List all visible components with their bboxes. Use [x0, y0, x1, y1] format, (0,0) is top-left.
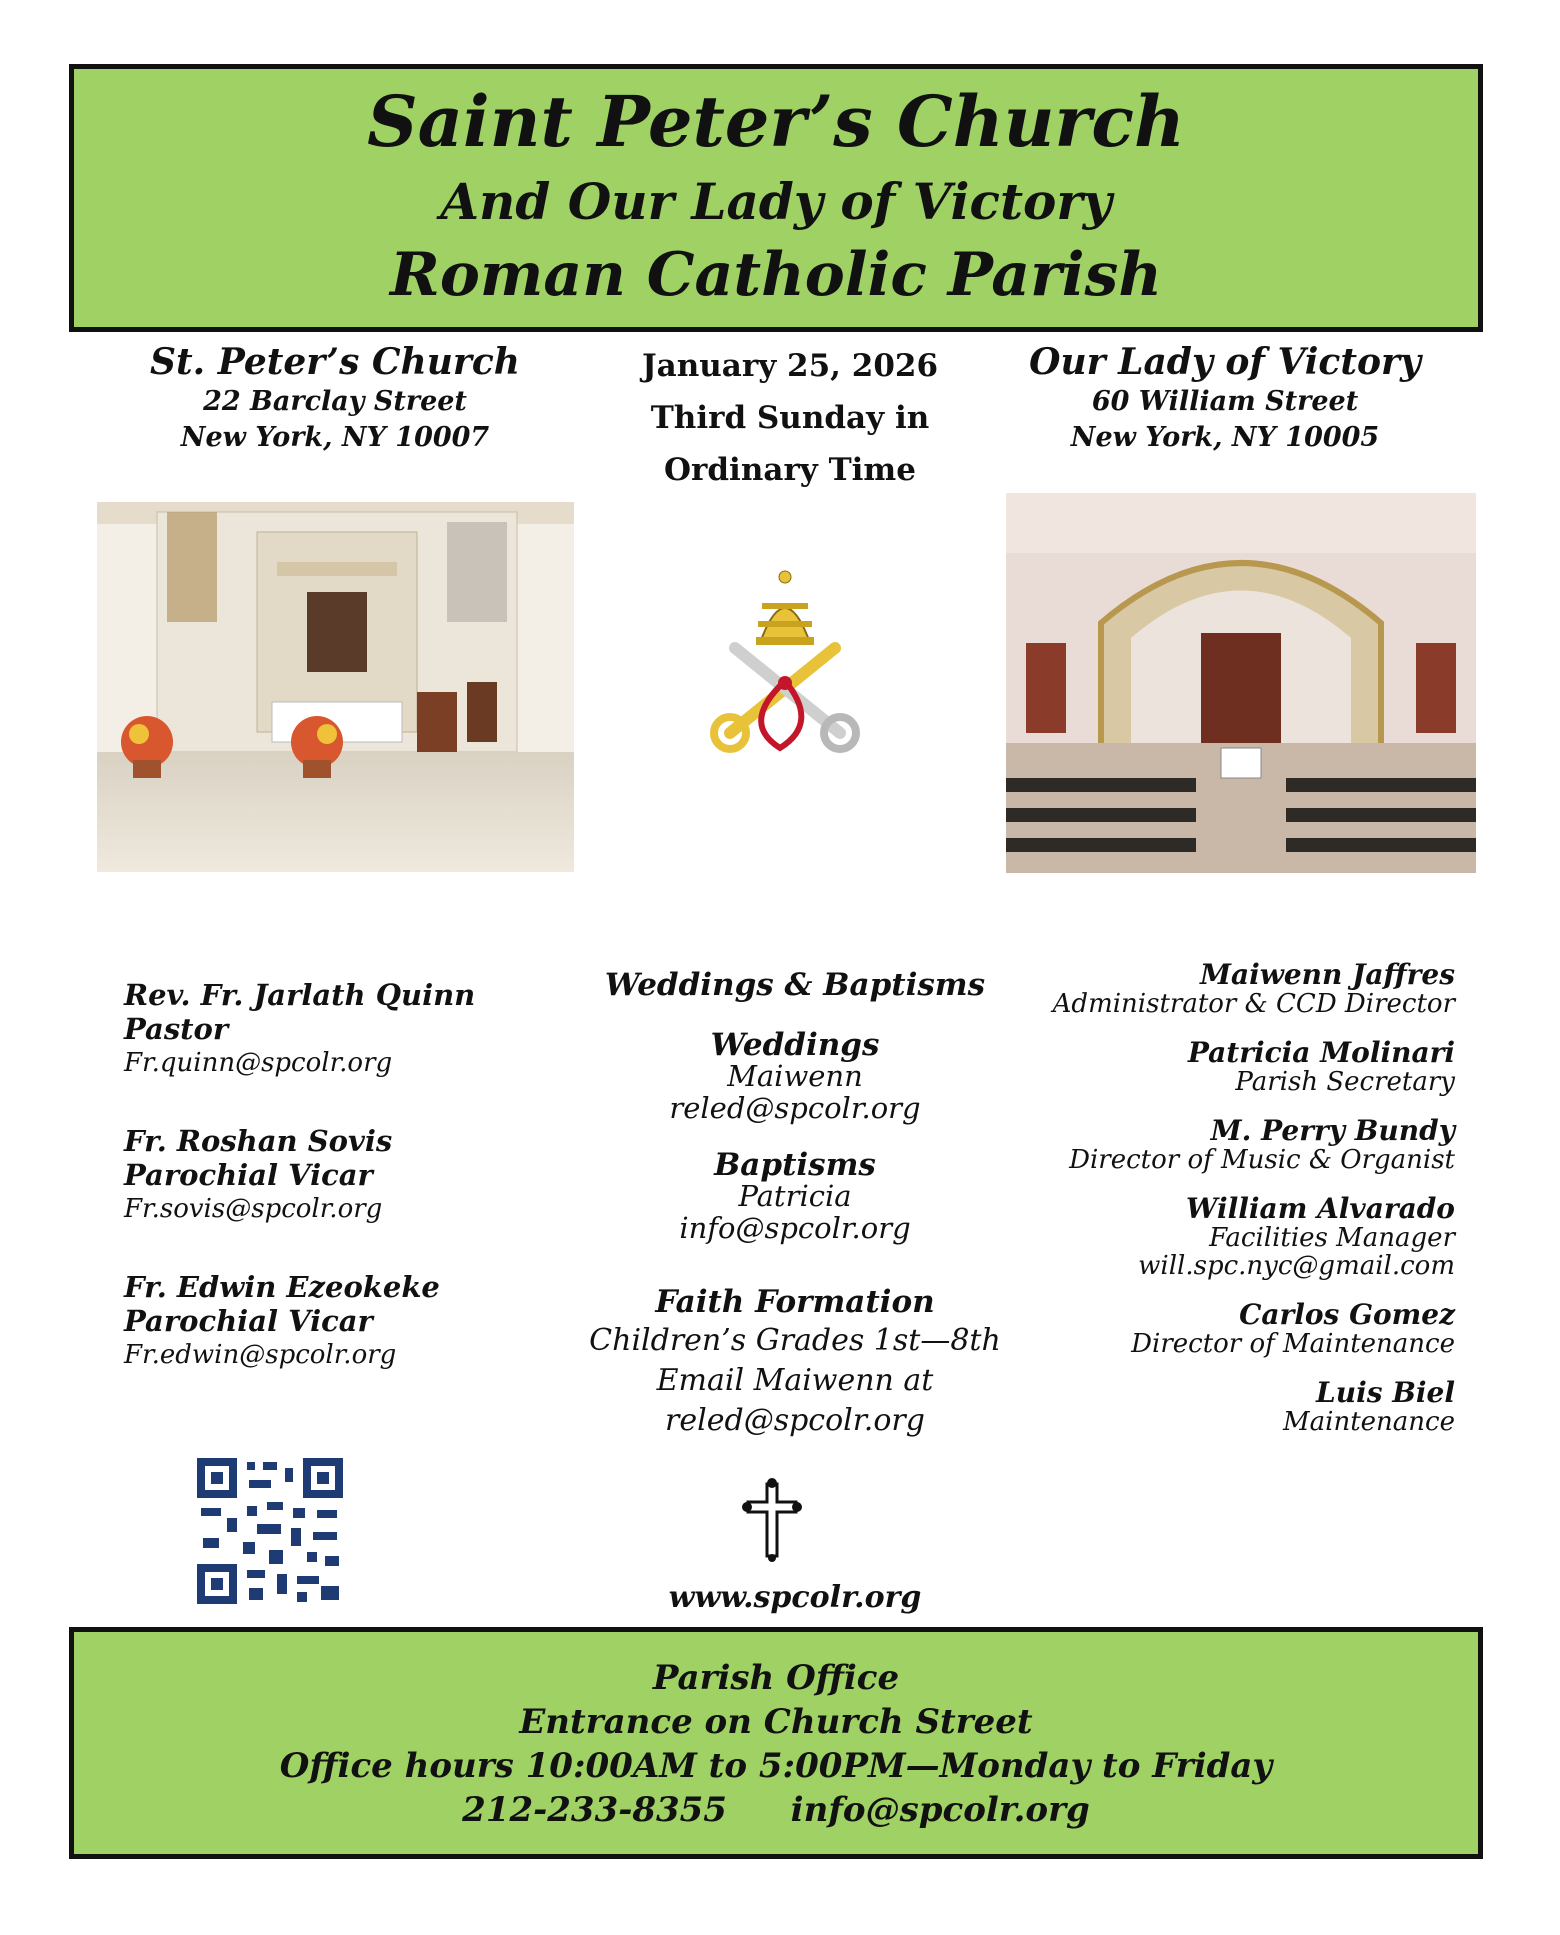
clergy-role: Parochial Vicar [124, 1304, 373, 1338]
olv-info [1010, 340, 1440, 456]
sacraments-info [560, 965, 1030, 1441]
st-peters-altar-photo [97, 502, 574, 872]
office-title: Parish Office [652, 1658, 900, 1698]
parish-office-banner [69, 1627, 1483, 1859]
olv-street: 60 William Street [1091, 386, 1359, 417]
faith-formation-email: reled@spcolr.org [665, 1403, 925, 1438]
clergy-role: Pastor [124, 1012, 229, 1046]
staff-role: Facilities Manager [1209, 1223, 1455, 1253]
sunday-line2: Ordinary Time [664, 452, 916, 488]
staff-member [1000, 1300, 1455, 1358]
st-peters-city: New York, NY 10007 [180, 422, 490, 453]
staff-role: Director of Maintenance [1131, 1329, 1455, 1359]
office-email[interactable]: info@spcolr.org [790, 1790, 1090, 1830]
st-peters-street: 22 Barclay Street [203, 386, 467, 417]
staff-role: Administrator & CCD Director [1052, 989, 1455, 1019]
website-link[interactable] [600, 1578, 990, 1618]
staff-member [1000, 1038, 1455, 1096]
st-peters-name: St. Peter’s Church [150, 341, 520, 383]
website-text[interactable]: www.spcolr.org [668, 1580, 922, 1615]
liturgical-date [600, 340, 980, 496]
st-peters-info [120, 340, 550, 456]
staff-name: Patricia Molinari [1187, 1036, 1455, 1069]
weddings-contact: Maiwenn [727, 1059, 863, 1093]
qr-code [197, 1458, 343, 1604]
sunday-line1: Third Sunday in [650, 400, 930, 436]
olv-interior-photo [1006, 493, 1476, 873]
office-contact-line [74, 1788, 1478, 1832]
staff-role: Director of Music & Organist [1069, 1145, 1455, 1175]
clergy-email: Fr.sovis@spcolr.org [124, 1194, 383, 1224]
staff-name: Carlos Gomez [1239, 1298, 1455, 1331]
weddings-email: reled@spcolr.org [669, 1091, 921, 1125]
clergy-role: Parochial Vicar [124, 1158, 373, 1192]
clergy-name: Fr. Edwin Ezeokeke [124, 1270, 440, 1304]
clergy-name: Fr. Roshan Sovis [124, 1124, 393, 1158]
clergy-email: Fr.edwin@spcolr.org [124, 1340, 397, 1370]
clergy-member [124, 978, 544, 1080]
staff-member [1000, 1116, 1455, 1174]
office-entrance: Entrance on Church Street [519, 1702, 1033, 1742]
staff-name: Maiwenn Jaffres [1199, 958, 1455, 991]
header-title-line2: And Our Lady of Victory [440, 172, 1112, 231]
staff-name: William Alvarado [1186, 1192, 1455, 1225]
staff-email: will.spc.nyc@gmail.com [1138, 1251, 1455, 1281]
office-hours: Office hours 10:00AM to 5:00PM—Monday to Friday [279, 1746, 1273, 1786]
staff-role: Maintenance [1283, 1407, 1455, 1437]
faith-formation-email-note: Email Maiwenn at [656, 1363, 934, 1398]
date-text: January 25, 2026 [641, 348, 939, 384]
staff-name: Luis Biel [1316, 1376, 1455, 1409]
staff-member [1000, 1194, 1455, 1280]
olv-name: Our Lady of Victory [1029, 341, 1421, 383]
weddings-title: Weddings [710, 1027, 880, 1063]
baptisms-contact: Patricia [738, 1179, 852, 1213]
baptisms-title: Baptisms [714, 1147, 876, 1183]
clergy-member [124, 1124, 544, 1226]
header-banner [69, 64, 1483, 332]
papal-coat-of-arms [700, 563, 870, 763]
cross-icon [742, 1478, 802, 1562]
baptisms-email: info@spcolr.org [679, 1211, 911, 1245]
clergy-list [124, 978, 544, 1372]
sacraments-heading: Weddings & Baptisms [604, 967, 986, 1003]
clergy-email: Fr.quinn@spcolr.org [124, 1048, 393, 1078]
header-title-line1: Saint Peter’s Church [367, 80, 1185, 163]
staff-member [1000, 1378, 1455, 1436]
staff-list [1000, 960, 1455, 1436]
clergy-member [124, 1270, 544, 1372]
clergy-name: Rev. Fr. Jarlath Quinn [124, 978, 476, 1012]
faith-formation-grades: Children’s Grades 1st—8th [589, 1323, 1001, 1358]
header-title-line3: Roman Catholic Parish [390, 240, 1162, 310]
faith-formation-title: Faith Formation [655, 1284, 935, 1320]
olv-city: New York, NY 10005 [1070, 422, 1380, 453]
staff-role: Parish Secretary [1235, 1067, 1455, 1097]
staff-member [1000, 960, 1455, 1018]
staff-name: M. Perry Bundy [1210, 1114, 1455, 1147]
office-phone[interactable]: 212-233-8355 [462, 1790, 727, 1830]
